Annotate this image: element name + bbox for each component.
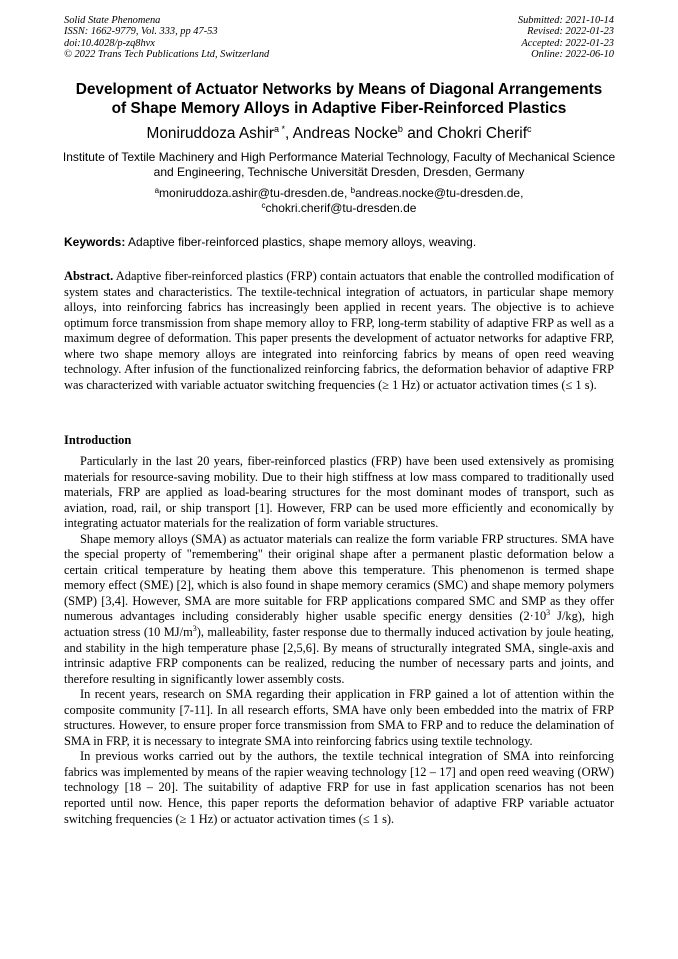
author-3: and Chokri Cherif — [402, 125, 527, 142]
submission-dates — [518, 15, 614, 61]
journal-issn: ISSN: 1662-9779, Vol. 333, pp 47-53 — [64, 26, 218, 38]
author-3-marker: c — [526, 124, 532, 134]
introduction-body — [64, 454, 614, 827]
intro-p2-text-b: J/kg), high actuation stress (10 MJ/m — [64, 609, 614, 640]
intro-p2-exponent-1: 3 — [546, 608, 551, 618]
title-line-2: of Shape Memory Alloys in Adaptive Fiber-Reinforced Plastics — [111, 100, 567, 117]
intro-p2-exponent-2: 3 — [192, 624, 197, 634]
keywords-text: Adaptive fiber-reinforced plastics, shape memory alloys, weaving. — [125, 235, 477, 249]
abstract-text: Adaptive fiber-reinforced plastics (FRP) contain actuators that enable the controlled modification of system states and characteristics. The textile-technical integration of actuators, in particular shape memory alloys, into reinforcing fabrics has increasingly been applied in recent years. The objective is to achieve optimum force transmission from shape memory alloy to FRP, long-term stability of adaptive FRP as well as a maximum degree of deformation. This paper presents the development of actuator networks for adaptive FRP, where two shape memory alloys are integrated into reinforcing fabrics by means of open reed weaving technology. After infusion of the functionalized reinforcing fabrics, the deformation behavior of adaptive FRP was characterized with variable actuator switching frequencies (≥ 1 Hz) or actuator activation times (≤ 1 s). — [64, 269, 614, 392]
author-1-marker: a * — [273, 124, 285, 134]
journal-info — [64, 15, 269, 61]
journal-copyright: © 2022 Trans Tech Publications Ltd, Switzerland — [64, 49, 270, 61]
keywords-label: Keywords: — [64, 235, 126, 249]
email-a-marker: a — [154, 186, 160, 195]
keywords — [64, 235, 614, 250]
author-list — [40, 124, 638, 143]
intro-p2-text-a: Shape memory alloys (SMA) as actuator materials can realize the form variable FRP structures. SMA have the special property of "remembering" their original shape after a permanent plastic deformation below a certain critical temperature by heating them above this temperature. This phenomenon is termed shape memory effect (SME) [2], which is also found in shape memory ceramics (SMC) and shape memory polymers (SMP) [3,4]. However, SMA are more suitable for FRP applications compared SMC and SMP as they offer numerous advantages including considerably higher usable specific energy densities (2·10 — [64, 531, 614, 624]
paper-title — [44, 80, 634, 118]
intro-paragraph-3: In recent years, research on SMA regarding their application in FRP gained a lot of attention within the composite community [7-11]. In all research efforts, SMA have only been embedded into the matrix of FRP structures. However, to ensure proper force transmission from SMA to FRP and to reduce the delamination of SMA in FRP, it is necessary to integrate SMA into reinforcing fabrics using textile technology. — [64, 687, 614, 748]
email-c[interactable]: chokri.cherif@tu-dresden.de — [265, 200, 417, 215]
email-c-marker: c — [261, 200, 266, 210]
intro-paragraph-1: Particularly in the last 20 years, fiber-reinforced plastics (FRP) have been used extensively as promising materials for resource-saving mobility. Due to their high stiffness at low mass compared to traditionally used materials, FRP are applied as load-bearing structures for the most dominant modes of transport, such as aviation, road, rail, or ship transport [1]. However, FRP can be used more efficiently and economically by integrating actuator materials for the realization of form variable structures. — [64, 454, 614, 531]
author-2-marker: b — [397, 124, 403, 134]
title-line-1: Development of Actuator Networks by Means of Diagonal Arrangements — [75, 81, 603, 98]
author-1: Moniruddoza Ashir — [146, 125, 274, 142]
section-heading-introduction: Introduction — [64, 433, 132, 447]
date-online: Online: 2022-06-10 — [531, 49, 614, 61]
intro-p2-text-c: ), malleability, faster response due to thermally induced activation by joule heating, and stability in the high temperature phase [2,5,6]. By means of structurally integrated SMA, single-axis and intrinsic adaptive FRP components can be realized, reducing the number of necessary parts and joints, and therefore resulting in significantly lower assembly costs. — [64, 625, 614, 686]
email-line-1 — [54, 186, 624, 201]
intro-paragraph-2 — [64, 532, 614, 687]
date-accepted: Accepted: 2022-01-23 — [521, 37, 614, 49]
email-line-2 — [54, 201, 624, 216]
email-a[interactable]: moniruddoza.ashir@tu-dresden.de, — [159, 186, 351, 200]
intro-paragraph-4: In previous works carried out by the authors, the textile technical integration of SMA into reinforcing fabrics was implemented by means of the rapier weaving technology [12 – 17] and open reed weaving (ORW) technology [18 – 20]. The suitability of adaptive FRP for use in fast application scenarios has not been reported until now. Hence, this paper reports the deformation behavior of adaptive FRP variable actuator switching frequencies (≥ 1 Hz) or actuator activation times (≤ 1 s). — [64, 749, 614, 826]
date-revised: Revised: 2022-01-23 — [527, 26, 614, 38]
author-emails — [54, 186, 624, 215]
abstract — [64, 269, 614, 393]
affiliation: Institute of Textile Machinery and High Performance Material Technology, Faculty of Mechanical Science and Engineering, Technische Universität Dresden, Dresden, Germany — [62, 150, 616, 179]
email-b-marker: b — [350, 186, 356, 195]
author-2: , Andreas Nocke — [284, 125, 398, 142]
date-submitted: Submitted: 2021-10-14 — [517, 15, 614, 26]
email-b[interactable]: andreas.nocke@tu-dresden.de, — [355, 186, 524, 200]
abstract-label: Abstract. — [64, 269, 114, 283]
journal-doi: doi:10.4028/p-zq8hvx — [64, 37, 155, 49]
journal-name: Solid State Phenomena — [64, 15, 161, 26]
